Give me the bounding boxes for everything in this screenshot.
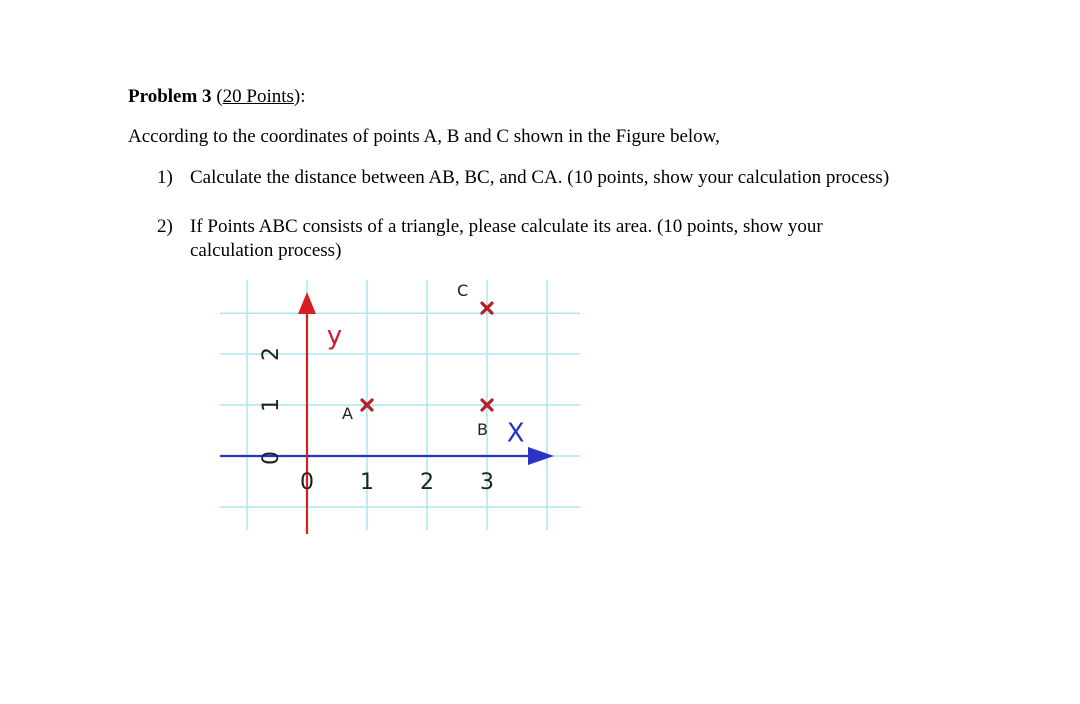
question-text: If Points ABC consists of a triangle, please calculate its area. (10 points, show your calculation process): [190, 216, 823, 261]
y-axis-label: y: [326, 320, 343, 351]
coordinate-plot: [210, 270, 610, 540]
coordinate-figure: [210, 270, 610, 540]
y-tick-label: 2: [259, 347, 284, 361]
x-axis-arrowhead: [528, 447, 554, 465]
question-text: Calculate the distance between AB, BC, and CA. (10 points, show your calculation process): [190, 167, 890, 188]
problem-heading: Problem 3 (20 Points):: [128, 86, 306, 107]
y-tick-label: 1: [259, 398, 284, 412]
y-axis-arrowhead: [298, 292, 316, 314]
x-tick-label: 1: [360, 470, 374, 495]
x-axis-label: X: [506, 418, 525, 449]
question-number: 1): [157, 167, 173, 188]
point-label-a: A: [342, 404, 353, 423]
problem-intro: According to the coordinates of points A, B and C shown in the Figure below,: [128, 126, 720, 147]
question-number: 2): [157, 216, 173, 237]
x-tick-label: 3: [480, 470, 494, 495]
y-tick-label: 0: [259, 451, 284, 465]
x-tick-label: 0: [300, 470, 314, 495]
problem-title: Problem 3: [128, 86, 212, 107]
point-label-c: C: [457, 281, 469, 301]
x-tick-label: 2: [420, 470, 434, 495]
problem-points: 20 Points: [222, 86, 294, 107]
point-label-b: B: [477, 420, 488, 439]
